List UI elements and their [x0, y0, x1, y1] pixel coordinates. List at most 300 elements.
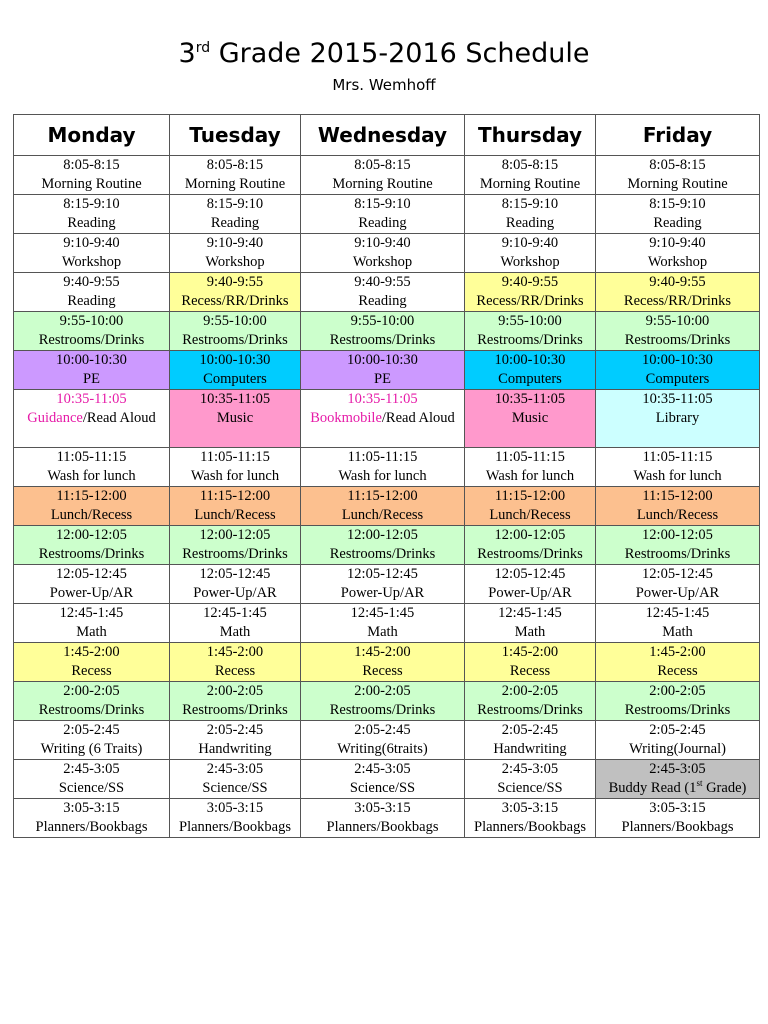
day-header-tuesday: Tuesday — [170, 115, 301, 156]
time-slot: 8:05-8:15 — [354, 157, 411, 173]
schedule-cell — [301, 390, 465, 448]
activity-label: Power-Up/AR — [193, 585, 277, 601]
activity-label: Recess — [509, 663, 551, 679]
activity-label: Planners/Bookbags — [474, 819, 586, 835]
time-slot: 2:45-3:05 — [501, 761, 559, 777]
time-slot: 9:10-9:40 — [501, 235, 559, 251]
schedule-cell — [596, 448, 760, 487]
schedule-cell — [170, 526, 301, 565]
activity — [83, 371, 100, 387]
activity — [648, 254, 707, 270]
activity — [653, 215, 701, 231]
activity — [476, 293, 583, 309]
schedule-cell — [14, 312, 170, 351]
time-slot: 11:05-11:15 — [56, 449, 127, 465]
activity — [474, 819, 586, 835]
schedule-cell — [465, 643, 596, 682]
activity-label: Math — [367, 624, 398, 640]
activity-label: Restrooms/Drinks — [38, 546, 145, 562]
activity-label: Library — [655, 410, 700, 426]
schedule-cell — [170, 643, 301, 682]
time-slot: 2:00-2:05 — [649, 683, 706, 699]
activity-label: Reading — [67, 215, 116, 231]
time-slot: 9:55-10:00 — [498, 313, 562, 329]
activity — [330, 546, 436, 562]
activity-label: Workshop — [500, 254, 560, 270]
schedule-cell — [14, 604, 170, 643]
schedule-cell — [596, 390, 760, 448]
activity-label: Writing(6traits) — [337, 741, 428, 757]
activity-label: Reading — [505, 215, 555, 231]
schedule-cell — [596, 487, 760, 526]
activity — [215, 663, 255, 679]
schedule-cell — [301, 760, 465, 799]
time-slot: 8:05-8:15 — [501, 157, 559, 173]
activity-label: Wash for lunch — [47, 468, 136, 484]
time-slot: 9:10-9:40 — [63, 235, 120, 251]
schedule-cell — [301, 448, 465, 487]
time-slot: 8:15-9:10 — [354, 196, 411, 212]
activity-label: Restrooms/Drinks — [624, 332, 731, 348]
time-slot: 9:40-9:55 — [63, 274, 120, 290]
time-slot: 8:05-8:15 — [649, 157, 706, 173]
schedule-cell — [596, 234, 760, 273]
time-slot: 2:05-2:45 — [501, 722, 559, 738]
activity-label: Restrooms/Drinks — [477, 702, 583, 718]
activity — [67, 215, 115, 231]
schedule-cell — [596, 156, 760, 195]
time-slot: 1:45-2:00 — [649, 644, 706, 660]
time-slot: 2:45-3:05 — [206, 761, 264, 777]
time-slot: 11:05-11:15 — [347, 449, 418, 465]
schedule-cell — [301, 643, 465, 682]
activity — [50, 585, 133, 601]
activity-label: /Read Aloud — [381, 410, 455, 426]
activity-label: Restrooms/Drinks — [182, 546, 288, 562]
day-header-monday: Monday — [14, 115, 170, 156]
activity-label: Restrooms/Drinks — [329, 702, 436, 718]
time-slot: 9:55-10:00 — [645, 313, 710, 329]
activity — [211, 215, 259, 231]
activity — [636, 585, 719, 601]
activity — [512, 410, 548, 426]
schedule-row — [14, 195, 760, 234]
schedule-row — [14, 760, 760, 799]
activity — [182, 702, 288, 718]
activity-label: Recess — [362, 663, 403, 679]
activity — [367, 624, 398, 640]
schedule-cell — [596, 760, 760, 799]
activity — [51, 507, 132, 523]
activity — [625, 332, 731, 348]
time-slot: 10:00-10:30 — [347, 352, 418, 368]
title-prefix: 3 — [178, 38, 196, 69]
activity — [47, 468, 135, 484]
activity-label: Restrooms/Drinks — [624, 546, 731, 562]
day-header-row — [14, 115, 760, 156]
activity-superscript: st — [696, 778, 703, 789]
activity — [182, 546, 288, 562]
time-slot: 12:00-12:05 — [56, 527, 127, 543]
activity — [36, 819, 148, 835]
activity-label: Reading — [67, 293, 116, 309]
activity — [330, 702, 436, 718]
schedule-cell — [301, 351, 465, 390]
time-slot: 3:05-3:15 — [649, 800, 706, 816]
activity-label: Computers — [203, 371, 267, 387]
schedule-cell — [14, 156, 170, 195]
schedule-cell — [465, 682, 596, 721]
time-slot: 2:45-3:05 — [354, 761, 411, 777]
activity — [76, 624, 107, 640]
time-slot: 10:00-10:30 — [642, 352, 713, 368]
time-slot: 8:15-9:10 — [63, 196, 120, 212]
activity — [629, 741, 726, 757]
activity-label: Lunch/Recess — [489, 507, 571, 523]
activity — [194, 507, 275, 523]
day-header-friday: Friday — [596, 115, 760, 156]
schedule-cell — [301, 156, 465, 195]
time-slot: 2:00-2:05 — [501, 683, 559, 699]
page-title — [0, 38, 768, 69]
activity — [217, 410, 253, 426]
schedule-cell — [170, 799, 301, 838]
activity — [510, 663, 550, 679]
activity — [327, 819, 439, 835]
time-slot: 12:45-1:45 — [203, 605, 267, 621]
activity — [362, 663, 402, 679]
schedule-cell — [170, 195, 301, 234]
activity — [220, 624, 251, 640]
activity-label: Power-Up/AR — [488, 585, 572, 601]
schedule-cell — [14, 487, 170, 526]
time-slot: 12:45-1:45 — [645, 605, 710, 621]
schedule-row — [14, 799, 760, 838]
schedule-cell — [465, 604, 596, 643]
schedule-cell — [465, 273, 596, 312]
time-slot: 2:00-2:05 — [206, 683, 264, 699]
activity — [338, 468, 426, 484]
time-slot: 11:15-12:00 — [347, 488, 418, 504]
schedule-cell — [596, 312, 760, 351]
activity-highlight: Bookmobile — [310, 410, 382, 426]
activity — [662, 624, 693, 640]
activity-highlight: Guidance — [27, 410, 83, 426]
time-slot: 12:45-1:45 — [59, 605, 124, 621]
activity-label: Writing (6 Traits) — [40, 741, 143, 757]
time-slot: 12:45-1:45 — [498, 605, 562, 621]
time-slot: 8:15-9:10 — [501, 196, 559, 212]
activity-label: Lunch/Recess — [50, 507, 133, 523]
activity — [337, 741, 427, 757]
schedule-cell — [301, 565, 465, 604]
time-slot: 2:05-2:45 — [63, 722, 120, 738]
activity-label: Morning Routine — [479, 176, 581, 192]
activity-label: Reading — [653, 215, 702, 231]
activity — [350, 780, 415, 796]
activity — [179, 819, 291, 835]
activity — [358, 215, 406, 231]
time-slot: 11:05-11:15 — [495, 449, 565, 465]
time-slot: 11:15-12:00 — [56, 488, 127, 504]
activity — [62, 254, 121, 270]
time-slot: 11:15-12:00 — [494, 488, 566, 504]
activity-label: Workshop — [205, 254, 265, 270]
activity — [182, 332, 288, 348]
activity — [41, 741, 143, 757]
activity — [656, 410, 699, 426]
schedule-row — [14, 604, 760, 643]
time-slot: 12:05-12:45 — [494, 566, 566, 582]
schedule-cell — [465, 799, 596, 838]
schedule-cell — [170, 682, 301, 721]
activity-label: PE — [374, 371, 391, 387]
schedule-cell — [14, 721, 170, 760]
activity-label: Recess/RR/Drinks — [181, 293, 289, 309]
activity-label: Planners/Bookbags — [621, 819, 734, 835]
activity-label: Computers — [498, 371, 562, 387]
schedule-cell — [170, 351, 301, 390]
schedule-cell — [170, 760, 301, 799]
schedule-cell — [301, 721, 465, 760]
schedule-cell — [465, 487, 596, 526]
schedule-cell — [596, 526, 760, 565]
schedule-row — [14, 526, 760, 565]
activity-label: Workshop — [352, 254, 413, 270]
activity-label: Reading — [210, 215, 260, 231]
activity — [488, 585, 571, 601]
time-slot: 2:45-3:05 — [63, 761, 120, 777]
schedule-cell — [170, 448, 301, 487]
activity-label: Science/SS — [202, 780, 268, 796]
time-slot: 3:05-3:15 — [501, 800, 559, 816]
schedule-cell — [170, 721, 301, 760]
activity — [657, 663, 697, 679]
time-slot: 12:00-12:05 — [199, 527, 271, 543]
activity — [497, 780, 562, 796]
time-slot: 8:15-9:10 — [206, 196, 264, 212]
schedule-cell — [14, 390, 170, 448]
time-slot: 8:05-8:15 — [63, 157, 120, 173]
activity-label: Wash for lunch — [190, 468, 280, 484]
activity-label: Restrooms/Drinks — [182, 702, 288, 718]
schedule-cell — [596, 351, 760, 390]
activity — [624, 293, 731, 309]
time-slot: 2:05-2:45 — [206, 722, 264, 738]
activity-label: Lunch/Recess — [194, 507, 276, 523]
activity — [633, 468, 721, 484]
schedule-row — [14, 351, 760, 390]
activity-label: Power-Up/AR — [635, 585, 720, 601]
time-slot: 10:35-11:05 — [347, 391, 418, 407]
activity — [498, 371, 562, 387]
time-slot: 11:15-12:00 — [199, 488, 271, 504]
activity — [342, 507, 423, 523]
schedule-cell — [465, 565, 596, 604]
time-slot: 9:40-9:55 — [354, 274, 411, 290]
schedule-cell — [170, 487, 301, 526]
activity-label: PE — [83, 371, 100, 387]
schedule-cell — [596, 721, 760, 760]
schedule-cell — [301, 487, 465, 526]
activity-label: Morning Routine — [627, 176, 728, 192]
schedule-cell — [301, 526, 465, 565]
activity — [341, 585, 424, 601]
activity — [27, 410, 155, 426]
schedule-row — [14, 487, 760, 526]
schedule-cell — [14, 799, 170, 838]
time-slot: 10:35-11:05 — [56, 391, 127, 407]
schedule-row — [14, 156, 760, 195]
schedule-cell — [14, 234, 170, 273]
schedule-cell — [465, 526, 596, 565]
schedule-cell — [596, 604, 760, 643]
activity — [332, 176, 432, 192]
schedule-row — [14, 390, 760, 448]
activity — [637, 507, 718, 523]
time-slot: 9:40-9:55 — [206, 274, 264, 290]
activity — [506, 215, 554, 231]
schedule-cell — [465, 760, 596, 799]
activity-label: Writing(Journal) — [629, 741, 726, 757]
schedule-row — [14, 643, 760, 682]
schedule-body — [14, 156, 760, 838]
activity — [500, 254, 559, 270]
activity-label: Morning Routine — [184, 176, 286, 192]
time-slot: 12:00-12:05 — [347, 527, 418, 543]
schedule-cell — [301, 682, 465, 721]
time-slot: 3:05-3:15 — [354, 800, 411, 816]
schedule-cell — [170, 234, 301, 273]
activity — [515, 624, 546, 640]
schedule-cell — [465, 390, 596, 448]
time-slot: 12:00-12:05 — [642, 527, 713, 543]
time-slot: 3:05-3:15 — [206, 800, 264, 816]
activity-label: Math — [76, 624, 107, 640]
activity-label: Reading — [358, 293, 407, 309]
activity-label: Wash for lunch — [338, 468, 427, 484]
schedule-cell — [170, 156, 301, 195]
time-slot: 10:00-10:30 — [199, 352, 271, 368]
time-slot: 10:00-10:30 — [494, 352, 566, 368]
time-slot: 8:15-9:10 — [649, 196, 706, 212]
activity-label: Power-Up/AR — [49, 585, 134, 601]
activity — [71, 663, 111, 679]
activity — [625, 546, 731, 562]
schedule-cell — [14, 351, 170, 390]
activity-label: Handwriting — [493, 741, 567, 757]
activity-label: Planners/Bookbags — [179, 819, 291, 835]
activity-label: Power-Up/AR — [340, 585, 425, 601]
activity — [39, 332, 145, 348]
time-slot: 9:55-10:00 — [350, 313, 415, 329]
time-slot: 12:05-12:45 — [199, 566, 271, 582]
schedule-row — [14, 682, 760, 721]
time-slot: 9:40-9:55 — [649, 274, 706, 290]
title-text: Grade 2015-2016 Schedule — [210, 38, 590, 69]
activity-label: Science/SS — [497, 780, 563, 796]
schedule-cell — [465, 448, 596, 487]
schedule-cell — [301, 312, 465, 351]
activity-label: Morning Routine — [41, 176, 142, 192]
activity-label: Morning Routine — [332, 176, 433, 192]
activity-label: Planners/Bookbags — [326, 819, 439, 835]
activity — [477, 702, 583, 718]
activity — [202, 780, 267, 796]
activity — [609, 780, 747, 796]
time-slot: 12:05-12:45 — [347, 566, 418, 582]
activity — [310, 410, 455, 426]
schedule-cell — [301, 195, 465, 234]
time-slot: 12:05-12:45 — [642, 566, 713, 582]
time-slot: 11:15-12:00 — [642, 488, 713, 504]
schedule-cell — [14, 195, 170, 234]
time-slot: 9:55-10:00 — [203, 313, 267, 329]
activity-label: Restrooms/Drinks — [182, 332, 288, 348]
schedule-row — [14, 273, 760, 312]
schedule-cell — [14, 760, 170, 799]
activity-label: Buddy Read (1 — [608, 780, 697, 796]
activity-label: Math — [514, 624, 546, 640]
schedule-cell — [596, 682, 760, 721]
schedule-cell — [170, 604, 301, 643]
activity-label: Math — [662, 624, 693, 640]
time-slot: 3:05-3:15 — [63, 800, 120, 816]
time-slot: 10:35-11:05 — [199, 391, 271, 407]
schedule-cell — [14, 643, 170, 682]
activity — [489, 507, 570, 523]
schedule-row — [14, 565, 760, 604]
time-slot: 9:40-9:55 — [501, 274, 559, 290]
activity-label-rest: Grade) — [702, 780, 747, 796]
activity-label: Restrooms/Drinks — [477, 546, 583, 562]
schedule-cell — [596, 565, 760, 604]
activity-label: Lunch/Recess — [341, 507, 424, 523]
activity-label: Science/SS — [349, 780, 416, 796]
activity-label: Science/SS — [58, 780, 125, 796]
schedule-cell — [170, 390, 301, 448]
schedule-cell — [596, 643, 760, 682]
schedule-row — [14, 448, 760, 487]
time-slot: 9:55-10:00 — [59, 313, 124, 329]
activity — [374, 371, 391, 387]
activity — [625, 702, 731, 718]
activity — [191, 468, 279, 484]
activity-label: Reading — [358, 215, 407, 231]
time-slot: 2:05-2:45 — [354, 722, 411, 738]
activity-label: Restrooms/Drinks — [329, 546, 436, 562]
activity — [59, 780, 124, 796]
schedule-cell — [596, 799, 760, 838]
schedule-cell — [301, 273, 465, 312]
title-superscript: rd — [195, 40, 211, 56]
time-slot: 11:05-11:15 — [200, 449, 270, 465]
schedule-cell — [301, 604, 465, 643]
time-slot: 9:10-9:40 — [649, 235, 706, 251]
time-slot: 12:00-12:05 — [494, 527, 566, 543]
activity — [181, 293, 288, 309]
schedule-table — [13, 114, 760, 838]
time-slot: 1:45-2:00 — [63, 644, 120, 660]
activity-label: Restrooms/Drinks — [329, 332, 436, 348]
activity-label: Workshop — [647, 254, 708, 270]
activity — [39, 546, 145, 562]
activity-label: Wash for lunch — [633, 468, 722, 484]
schedule-row — [14, 721, 760, 760]
time-slot: 1:45-2:00 — [354, 644, 411, 660]
activity-label: Recess — [214, 663, 256, 679]
schedule-cell — [170, 565, 301, 604]
